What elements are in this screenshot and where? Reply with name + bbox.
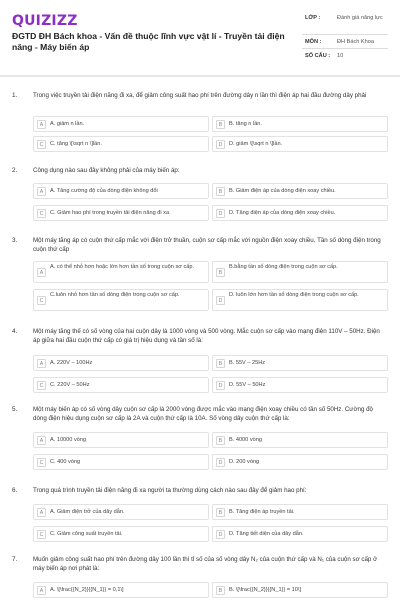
option-text: C. tăng \[\sqrt n \]lần. [50,141,102,147]
page-title: ĐGTD ĐH Bách khoa - Vấn đề thuộc lĩnh vực vật lí - Truyền tải điện năng - Máy biến áp [12,31,285,52]
option-c[interactable] [33,454,209,470]
question-number: 7. [12,556,18,563]
option-text: B. 4000 vòng [229,437,262,443]
option-text: A. có thể nhỏ hơn hoặc lớn hơn tần số trong cuộn sơ cấp. [50,264,195,270]
option-b[interactable] [212,183,388,199]
option-text: C. 400 vòng [50,459,81,465]
option-b[interactable] [212,504,388,520]
option-text: C. Giảm công suất truyền tải. [50,531,123,537]
question-text: Một máy biến áp có số vòng dây cuộn sơ cấp là 2000 vòng được mắc vào mạng điện xoay chiều có tần số 50Hz. Cường độ dòng điện hiệu dụng cuộn sơ cấp là 2A và cuộn thứ cấp là 10A. Số vòng dây cuộn thứ cấp là: [33,406,373,422]
option-b[interactable] [212,116,388,132]
option-a[interactable] [33,355,209,371]
option-letter: C [37,296,46,305]
option-d[interactable] [212,205,388,221]
option-letter: D [216,381,225,390]
option-b[interactable] [212,582,388,598]
option-a[interactable] [33,116,209,132]
option-c[interactable] [33,526,209,542]
option-letter: B [216,359,225,368]
option-text: D. 200 vòng [229,459,260,465]
question-text: Trong việc truyền tải điện năng đi xa, để giảm công suất hao phí trên đường dây n lần thì điện áp hai đầu đường dây phải [33,92,367,99]
option-text: A. 220V – 100Hz [50,360,93,366]
option-letter: D [216,458,225,467]
option-letter: C [37,140,46,149]
question-text: Trong quá trình truyền tải điện năng đi xa người ta thường dùng cách nào sau đây để giảm hao phí: [33,487,307,494]
option-letter: A [37,187,46,196]
option-d[interactable] [212,289,388,311]
header-divider [0,75,400,77]
option-letter: B [216,436,225,445]
option-letter: B [216,586,225,595]
question-text: Công dụng nào sau đây không phải của máy biến áp: [33,167,180,174]
meta-socau-value: 10 [337,53,344,59]
option-text: C.luôn nhỏ hơn tần số dòng điện trong cuộn sơ cấp. [50,292,180,298]
option-letter: D [216,530,225,539]
quiz-meta-table [302,11,388,63]
option-text: A. giảm n lần. [50,121,85,127]
option-letter: B [216,268,225,277]
option-text: A. \[\frac{{N_2}}{{N_1}} = 0,1\] [50,587,124,593]
option-text: C. 220V – 50Hz [50,382,90,388]
option-text: B. \[\frac{{N_2}}{{N_1}} = 10\] [229,587,302,593]
option-text: D. Tăng tiết diện của dây dẫn. [229,531,304,537]
option-letter: C [37,530,46,539]
question-number: 2. [12,167,18,174]
meta-row-mon [302,35,388,49]
option-d[interactable] [212,377,388,393]
quizizz-logo: QUIZIZZ [12,13,78,29]
option-text: D. Tăng điện áp của dòng điện xoay chiều. [229,210,336,216]
question-text: Một máy tăng thế có số vòng của hai cuộn dây là 1000 vòng và 500 vòng. Mắc cuộn sơ cấp vào mạng điện 110V – 50Hz. Điện áp giữa hai đầu cuộn thứ cấp có giá trị hiệu dụng và tần số là: [33,328,380,344]
option-letter: D [216,296,225,305]
option-letter: D [216,209,225,218]
meta-row-socau [302,49,388,63]
option-d[interactable] [212,454,388,470]
option-a[interactable] [33,504,209,520]
option-letter: B [216,120,225,129]
option-letter: B [216,187,225,196]
meta-socau-label: SỐ CÂU : [305,53,331,59]
option-letter: D [216,140,225,149]
option-letter: A [37,586,46,595]
option-a[interactable] [33,183,209,199]
option-text: D. giảm \[\sqrt n \]lần. [229,141,283,147]
option-text: B. 55V – 25Hz [229,360,266,366]
meta-lop-value: Đánh giá năng lực [337,15,383,21]
meta-row-lop [302,11,388,35]
option-c[interactable] [33,289,209,311]
option-letter: C [37,209,46,218]
option-letter: A [37,436,46,445]
question-text: Một máy tăng áp có cuộn thứ cấp mắc với điện trở thuần, cuộn sơ cấp mắc với nguồn điện xoay chiều. Tần số dòng điện trong cuộn thứ cấp [33,237,381,253]
question-number: 3. [12,237,18,244]
meta-mon-label: MÔN : [305,39,322,45]
option-d[interactable] [212,526,388,542]
question-number: 6. [12,487,18,494]
option-text: A. Tăng cường độ của dòng điện không đổi [50,188,158,194]
option-letter: C [37,381,46,390]
option-letter: A [37,120,46,129]
option-text: A. Giảm điện trở của dây dẫn. [50,509,125,515]
option-text: D. luôn lớn hơn tần số dòng điện trong cuộn sơ cấp. [229,292,359,298]
option-text: B. tăng n lần. [229,121,262,127]
option-c[interactable] [33,377,209,393]
option-c[interactable] [33,136,209,152]
option-letter: A [37,268,46,277]
option-text: B. Tăng điện áp truyền tải. [229,509,295,515]
option-text: B.bằng tần số dòng điện trong cuộn sơ cấp. [229,264,338,270]
option-text: B. Giảm điện áp của dòng điện xoay chiều. [229,188,336,194]
option-c[interactable] [33,205,209,221]
question-text: Muốn giảm công suất hao phí trên đường dây 100 lần thì tỉ số của số vòng dây N₂ của cuộn thứ cấp và N₁ của cuộn sơ cấp ở máy biến áp nơi phát là: [33,556,378,572]
option-b[interactable] [212,432,388,448]
option-a[interactable] [33,261,209,283]
meta-lop-label: LỚP : [305,15,321,21]
option-b[interactable] [212,355,388,371]
option-letter: A [37,508,46,517]
option-text: C. Giảm hao phí trong truyền tải điện năng đi xa [50,210,170,216]
option-a[interactable] [33,582,209,598]
option-letter: C [37,458,46,467]
question-number: 1. [12,92,18,99]
option-a[interactable] [33,432,209,448]
option-d[interactable] [212,136,388,152]
meta-mon-value: ĐH Bách Khoa [337,39,375,45]
option-text: A. 10000 vòng [50,437,87,443]
question-number: 5. [12,406,18,413]
option-letter: B [216,508,225,517]
option-b[interactable] [212,261,388,283]
option-letter: A [37,359,46,368]
option-text: D. 55V – 50Hz [229,382,266,388]
question-number: 4. [12,328,18,335]
